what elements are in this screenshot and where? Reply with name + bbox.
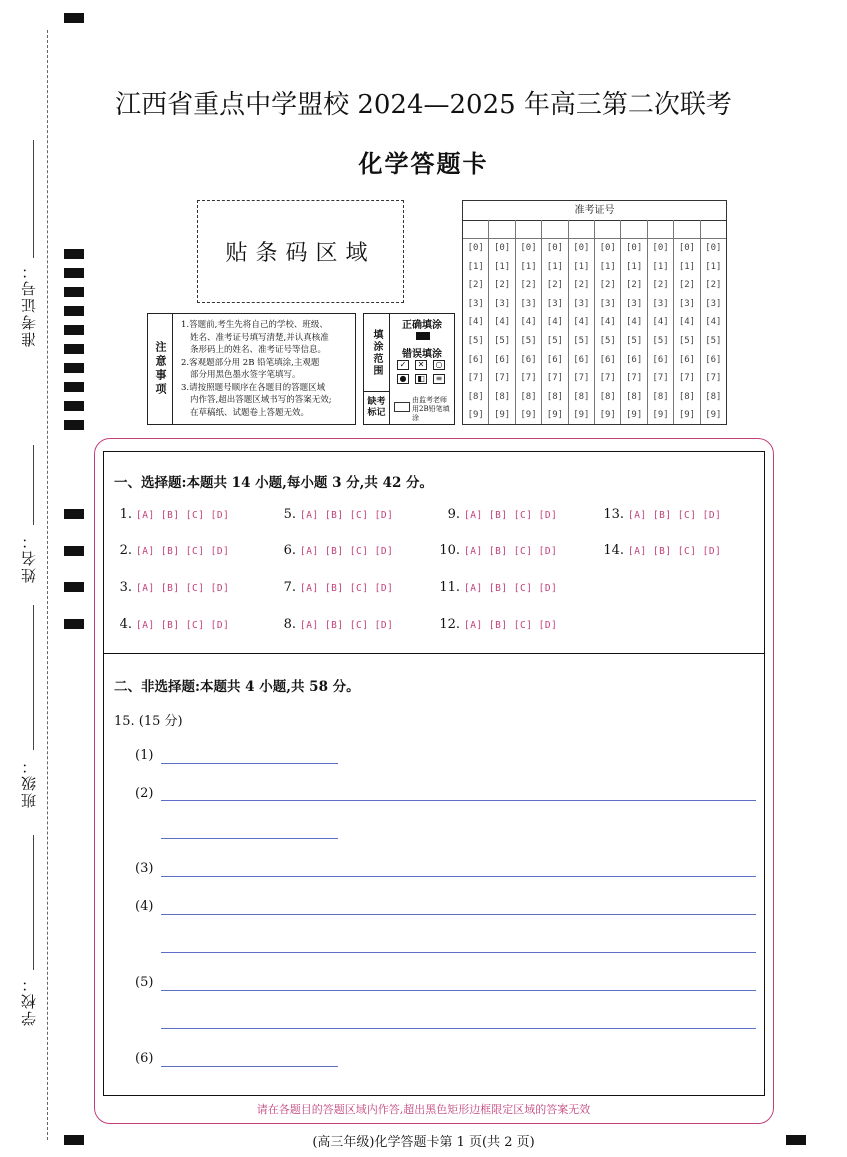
exam-id-bubble[interactable]: [2] bbox=[520, 280, 537, 291]
question-number: 8. bbox=[283, 617, 296, 632]
mcq-question-8 bbox=[272, 617, 393, 632]
timing-mark bbox=[64, 325, 84, 335]
wrong-fill-half-icon: ◧ bbox=[415, 374, 427, 384]
exam-id-bubble[interactable]: [9] bbox=[493, 410, 511, 421]
answer-bubbles[interactable]: [A] [B] [C] [D] bbox=[300, 510, 394, 521]
exam-id-bubble[interactable]: [0] bbox=[520, 243, 537, 253]
exam-id-bubble[interactable]: [9] bbox=[652, 410, 669, 421]
exam-id-bubble[interactable]: [0] bbox=[678, 243, 696, 253]
exam-id-bubble[interactable]: [9] bbox=[678, 410, 696, 421]
exam-id-bubble[interactable]: [7] bbox=[626, 373, 643, 384]
exam-id-bubble[interactable]: [0] bbox=[626, 243, 643, 253]
answer-bubbles[interactable]: [A] [B] [C] [D] bbox=[464, 620, 558, 631]
exam-id-bubble[interactable]: [7] bbox=[493, 373, 511, 384]
exam-id-bubble[interactable]: [7] bbox=[599, 373, 616, 384]
exam-id-bubble[interactable]: [9] bbox=[599, 410, 616, 421]
exam-id-write-cell[interactable] bbox=[674, 220, 699, 239]
question-number: 14. bbox=[603, 543, 624, 558]
exam-id-bubble[interactable]: [4] bbox=[599, 317, 616, 328]
exam-id-column bbox=[648, 220, 674, 424]
exam-id-bubble[interactable]: [1] bbox=[705, 261, 722, 272]
notice-line: 3.请按照题号顺序在各题目的答题区域 bbox=[181, 382, 326, 393]
absent-mark-box[interactable] bbox=[394, 402, 410, 412]
part-6-label: (6) bbox=[135, 1051, 154, 1066]
question-number: 11. bbox=[439, 580, 460, 595]
question-number: 2. bbox=[119, 543, 132, 558]
answer-bubbles[interactable]: [A] [B] [C] [D] bbox=[464, 510, 558, 521]
answer-bubbles[interactable]: [A] [B] [C] [D] bbox=[628, 510, 722, 521]
exam-id-bubble[interactable]: [1] bbox=[520, 261, 537, 272]
exam-id-bubble[interactable]: [0] bbox=[546, 243, 564, 253]
exam-id-bubble[interactable]: [1] bbox=[467, 261, 484, 272]
timing-mark bbox=[64, 382, 84, 392]
label-exam-id: 准考证号： bbox=[20, 262, 38, 347]
exam-id-bubble[interactable]: [4] bbox=[678, 317, 696, 328]
exam-id-bubble[interactable]: [6] bbox=[493, 354, 511, 365]
part-1-label: (1) bbox=[135, 748, 154, 763]
answer-line[interactable] bbox=[161, 952, 756, 953]
answer-line[interactable] bbox=[161, 914, 756, 915]
exam-id-bubble[interactable]: [7] bbox=[652, 373, 669, 384]
exam-id-bubble[interactable]: [2] bbox=[467, 280, 484, 291]
exam-id-bubble[interactable]: [5] bbox=[573, 335, 590, 346]
exam-id-bubble[interactable]: [8] bbox=[705, 391, 722, 402]
exam-id-bubble[interactable]: [5] bbox=[520, 335, 537, 346]
timing-mark bbox=[64, 306, 84, 316]
correct-fill-label: 正确填涂 bbox=[402, 320, 442, 331]
exam-id-bubble[interactable]: [9] bbox=[573, 410, 590, 421]
wrong-fill-check-icon: ✓ bbox=[397, 360, 409, 370]
notice-line: 姓名、准考证号填写清楚,并认真核准 bbox=[190, 332, 329, 343]
exam-id-write-cell[interactable] bbox=[542, 220, 567, 239]
notice-line: 1.答题前,考生先将自己的学校、班级、 bbox=[181, 320, 328, 330]
exam-id-bubble[interactable]: [8] bbox=[546, 391, 564, 402]
exam-id-bubble[interactable]: [7] bbox=[705, 373, 722, 384]
exam-id-bubble[interactable]: [0] bbox=[493, 243, 511, 253]
mcq-question-5 bbox=[272, 507, 393, 522]
timing-mark bbox=[64, 546, 84, 556]
answer-bubbles[interactable]: [A] [B] [C] [D] bbox=[464, 583, 558, 594]
question-number: 7. bbox=[283, 580, 296, 595]
exam-id-column bbox=[701, 220, 726, 424]
mcq-question-6 bbox=[272, 543, 393, 558]
label-class: 班级： bbox=[20, 757, 38, 808]
notice-line: 条形码上的姓名、准考证号等信息。 bbox=[190, 345, 327, 355]
mcq-question-12 bbox=[436, 617, 557, 632]
exam-id-bubble[interactable]: [3] bbox=[652, 298, 669, 309]
timing-mark bbox=[64, 249, 84, 259]
timing-mark bbox=[64, 509, 84, 519]
answer-bubbles[interactable]: [A] [B] [C] [D] bbox=[300, 620, 394, 631]
exam-id-bubble[interactable]: [3] bbox=[520, 298, 537, 309]
exam-id-bubble[interactable]: [0] bbox=[573, 243, 590, 253]
line-name bbox=[33, 445, 34, 525]
exam-id-bubble[interactable]: [7] bbox=[467, 373, 484, 384]
exam-id-bubble[interactable]: [0] bbox=[652, 243, 669, 253]
exam-id-grid bbox=[462, 200, 727, 425]
exam-id-write-cell[interactable] bbox=[569, 220, 594, 239]
absent-mark-note-text: 由监考老师用2B铅笔填涂 bbox=[412, 396, 450, 422]
exam-id-bubble[interactable]: [5] bbox=[705, 335, 722, 346]
exam-id-bubble[interactable]: [1] bbox=[573, 261, 590, 272]
exam-id-bubble[interactable]: [3] bbox=[626, 298, 643, 309]
exam-id-bubble[interactable]: [2] bbox=[652, 280, 669, 291]
exam-id-write-cell[interactable] bbox=[489, 220, 514, 239]
question-number: 3. bbox=[119, 580, 132, 595]
exam-id-bubble[interactable]: [0] bbox=[705, 243, 722, 253]
notice-heading: 注意事项 bbox=[148, 314, 173, 424]
exam-id-bubble[interactable]: [3] bbox=[678, 298, 696, 309]
exam-id-bubble[interactable]: [1] bbox=[652, 261, 669, 272]
exam-id-bubble[interactable]: [9] bbox=[705, 410, 722, 421]
mcq-question-13 bbox=[600, 507, 721, 522]
exam-id-bubble[interactable]: [3] bbox=[599, 298, 616, 309]
section1-heading: 一、选择题:本题共 14 小题,每小题 3 分,共 42 分。 bbox=[114, 475, 434, 491]
binding-line bbox=[47, 30, 48, 1140]
exam-id-bubble[interactable]: [3] bbox=[467, 298, 484, 309]
notice-line: 在草稿纸、试题卷上答题无效。 bbox=[190, 407, 310, 418]
wrong-fill-circle-icon: ○ bbox=[433, 360, 445, 370]
section-divider bbox=[103, 653, 765, 654]
timing-mark bbox=[64, 401, 84, 411]
exam-id-bubble[interactable]: [5] bbox=[678, 335, 696, 346]
exam-id-bubble[interactable]: [6] bbox=[599, 354, 616, 365]
question-number: 6. bbox=[283, 543, 296, 558]
answer-line[interactable] bbox=[161, 876, 756, 877]
page-title: 江西省重点中学盟校 2024—2025 年高三第二次联考 bbox=[115, 90, 732, 120]
exam-id-bubble[interactable]: [9] bbox=[626, 410, 643, 421]
question-number: 10. bbox=[439, 543, 460, 558]
fill-guide bbox=[363, 313, 455, 425]
exam-id-bubble[interactable]: [3] bbox=[705, 298, 722, 309]
answer-bubbles[interactable]: [A] [B] [C] [D] bbox=[300, 546, 394, 557]
exam-id-bubble[interactable]: [3] bbox=[546, 298, 564, 309]
timing-mark bbox=[64, 619, 84, 629]
exam-id-bubble[interactable]: [1] bbox=[493, 261, 511, 272]
line-class bbox=[33, 605, 34, 750]
exam-id-write-cell[interactable] bbox=[701, 220, 726, 239]
exam-id-bubble[interactable]: [6] bbox=[467, 354, 484, 365]
timing-mark bbox=[64, 363, 84, 373]
exam-id-bubble[interactable]: [2] bbox=[678, 280, 696, 291]
exam-id-bubble[interactable]: [8] bbox=[573, 391, 590, 402]
exam-id-bubble[interactable]: [7] bbox=[573, 373, 590, 384]
exam-id-column bbox=[569, 220, 595, 424]
part-4-label: (4) bbox=[135, 899, 154, 914]
exam-id-bubble[interactable]: [8] bbox=[493, 391, 511, 402]
answer-bubbles[interactable]: [A] [B] [C] [D] bbox=[136, 620, 230, 631]
answer-bubbles[interactable]: [A] [B] [C] [D] bbox=[136, 546, 230, 557]
notice-line: 内作答,超出答题区域书写的答案无效; bbox=[190, 395, 332, 405]
exam-id-bubble[interactable]: [8] bbox=[678, 391, 696, 402]
page-subtitle: 化学答题卡 bbox=[358, 150, 489, 178]
answer-bubbles[interactable]: [A] [B] [C] [D] bbox=[300, 583, 394, 594]
exam-id-bubble[interactable]: [4] bbox=[520, 317, 537, 328]
exam-id-bubble[interactable]: [8] bbox=[626, 391, 643, 402]
exam-id-column bbox=[674, 220, 700, 424]
exam-id-bubble[interactable]: [6] bbox=[573, 354, 590, 365]
mcq-question-14 bbox=[600, 543, 721, 558]
part-2-label: (2) bbox=[135, 786, 154, 801]
mcq-question-1 bbox=[108, 507, 229, 522]
wrong-fill-line-icon: ≡ bbox=[433, 374, 445, 384]
mcq-question-3 bbox=[108, 580, 229, 595]
answer-line[interactable] bbox=[161, 990, 756, 991]
exam-id-bubble[interactable]: [6] bbox=[652, 354, 669, 365]
answer-bubbles[interactable]: [A] [B] [C] [D] bbox=[628, 546, 722, 557]
exam-id-column bbox=[621, 220, 647, 424]
part-3-label: (3) bbox=[135, 861, 154, 876]
exam-id-column bbox=[542, 220, 568, 424]
mcq-question-4 bbox=[108, 617, 229, 632]
exam-id-bubble[interactable]: [4] bbox=[705, 317, 722, 328]
timing-mark bbox=[64, 420, 84, 430]
exam-id-bubble[interactable]: [8] bbox=[599, 391, 616, 402]
exam-id-bubble[interactable]: [5] bbox=[467, 335, 484, 346]
answer-line[interactable] bbox=[161, 763, 338, 764]
exam-id-bubble[interactable]: [6] bbox=[678, 354, 696, 365]
exam-id-bubble[interactable]: [7] bbox=[520, 373, 537, 384]
answer-line[interactable] bbox=[161, 800, 756, 801]
answer-bubbles[interactable]: [A] [B] [C] [D] bbox=[136, 583, 230, 594]
exam-id-bubble[interactable]: [6] bbox=[705, 354, 722, 365]
line-school bbox=[33, 835, 34, 970]
question-number: 4. bbox=[119, 617, 132, 632]
exam-id-bubble[interactable]: [7] bbox=[678, 373, 696, 384]
exam-id-bubble[interactable]: [5] bbox=[599, 335, 616, 346]
exam-id-write-cell[interactable] bbox=[595, 220, 620, 239]
timing-mark bbox=[64, 344, 84, 354]
answer-line[interactable] bbox=[161, 1028, 756, 1029]
mcq-question-10 bbox=[436, 543, 557, 558]
exam-id-bubble[interactable]: [9] bbox=[546, 410, 564, 421]
question-number: 13. bbox=[603, 507, 624, 522]
exam-id-bubble[interactable]: [6] bbox=[626, 354, 643, 365]
exam-id-bubble[interactable]: [4] bbox=[652, 317, 669, 328]
exam-id-bubble[interactable]: [7] bbox=[546, 373, 564, 384]
exam-id-bubble[interactable]: [9] bbox=[467, 410, 484, 421]
mcq-question-11 bbox=[436, 580, 557, 595]
wrong-fill-label: 错误填涂 bbox=[402, 349, 442, 360]
exam-id-bubble[interactable]: [2] bbox=[546, 280, 564, 291]
question-15-label: 15. (15 分) bbox=[114, 714, 183, 729]
timing-mark bbox=[64, 268, 84, 278]
question-number: 5. bbox=[283, 507, 296, 522]
exam-id-bubble[interactable]: [6] bbox=[546, 354, 564, 365]
exam-id-write-cell[interactable] bbox=[648, 220, 673, 239]
exam-id-bubble[interactable]: [2] bbox=[705, 280, 722, 291]
answer-line[interactable] bbox=[161, 838, 338, 839]
exam-id-column bbox=[595, 220, 621, 424]
exam-id-bubble[interactable]: [3] bbox=[493, 298, 511, 309]
corner-mark-top-left bbox=[64, 13, 84, 23]
exam-id-bubble[interactable]: [2] bbox=[626, 280, 643, 291]
exam-id-bubble[interactable]: [4] bbox=[626, 317, 643, 328]
exam-id-bubble[interactable]: [4] bbox=[546, 317, 564, 328]
answer-bubbles[interactable]: [A] [B] [C] [D] bbox=[136, 510, 230, 521]
question-number: 12. bbox=[439, 617, 460, 632]
exam-id-bubble[interactable]: [2] bbox=[573, 280, 590, 291]
mcq-question-2 bbox=[108, 543, 229, 558]
exam-id-bubble[interactable]: [5] bbox=[493, 335, 511, 346]
exam-id-bubble[interactable]: [1] bbox=[546, 261, 564, 272]
question-number: 9. bbox=[447, 507, 460, 522]
exam-id-bubble[interactable]: [0] bbox=[599, 243, 616, 253]
notice-line: 2.客观题部分用 2B 铅笔填涂,主观题 bbox=[181, 357, 320, 368]
exam-id-bubble[interactable]: [2] bbox=[493, 280, 511, 291]
exam-id-bubble[interactable]: [5] bbox=[626, 335, 643, 346]
timing-mark bbox=[64, 582, 84, 592]
exam-id-bubble[interactable]: [1] bbox=[599, 261, 616, 272]
exam-id-columns bbox=[463, 220, 726, 424]
notice-box bbox=[147, 313, 356, 425]
mcq-question-7 bbox=[272, 580, 393, 595]
exam-id-column bbox=[516, 220, 542, 424]
absent-mark-label: 缺考标记 bbox=[364, 392, 390, 425]
exam-id-bubble[interactable]: [2] bbox=[599, 280, 616, 291]
exam-id-bubble[interactable]: [0] bbox=[467, 243, 484, 253]
part-5-label: (5) bbox=[135, 975, 154, 990]
exam-id-bubble[interactable]: [3] bbox=[573, 298, 590, 309]
page-footer: (高三年级)化学答题卡第 1 页(共 2 页) bbox=[312, 1135, 535, 1150]
exam-id-bubble[interactable]: [8] bbox=[652, 391, 669, 402]
correct-fill-sample bbox=[416, 332, 430, 340]
exam-id-write-cell[interactable] bbox=[516, 220, 541, 239]
wrong-fill-cross-icon: ✕ bbox=[415, 360, 427, 370]
notice-line: 部分用黑色墨水签字笔填写。 bbox=[190, 370, 301, 380]
exam-id-bubble[interactable]: [1] bbox=[678, 261, 696, 272]
boundary-warning: 请在各题目的答题区域内作答,超出黑色矩形边框限定区域的答案无效 bbox=[256, 1103, 591, 1116]
exam-id-bubble[interactable]: [4] bbox=[493, 317, 511, 328]
exam-id-bubble[interactable]: [8] bbox=[520, 391, 537, 402]
notice-body bbox=[173, 314, 355, 424]
fill-range-label: 填涂范围 bbox=[364, 314, 390, 392]
exam-id-bubble[interactable]: [8] bbox=[467, 391, 484, 402]
exam-id-header: 准考证号 bbox=[463, 201, 726, 221]
section2-heading: 二、非选择题:本题共 4 小题,共 58 分。 bbox=[114, 679, 360, 695]
exam-id-bubble[interactable]: [5] bbox=[652, 335, 669, 346]
exam-id-column bbox=[489, 220, 515, 424]
exam-id-bubble[interactable]: [6] bbox=[520, 354, 537, 365]
exam-id-bubble[interactable]: [1] bbox=[626, 261, 643, 272]
label-name: 姓名： bbox=[20, 532, 38, 583]
label-school: 学校： bbox=[20, 975, 38, 1026]
exam-id-column bbox=[463, 220, 489, 424]
wrong-fill-dot-icon: ● bbox=[397, 374, 409, 384]
question-number: 1. bbox=[119, 507, 132, 522]
timing-mark bbox=[64, 287, 84, 297]
answer-line[interactable] bbox=[161, 1066, 338, 1067]
exam-id-bubble[interactable]: [9] bbox=[520, 410, 537, 421]
answer-bubbles[interactable]: [A] [B] [C] [D] bbox=[464, 546, 558, 557]
barcode-area: 贴条码区域 bbox=[197, 200, 404, 303]
exam-id-write-cell[interactable] bbox=[463, 220, 488, 239]
exam-id-bubble[interactable]: [5] bbox=[546, 335, 564, 346]
exam-id-bubble[interactable]: [4] bbox=[467, 317, 484, 328]
exam-id-bubble[interactable]: [4] bbox=[573, 317, 590, 328]
mcq-question-9 bbox=[436, 507, 557, 522]
exam-id-write-cell[interactable] bbox=[621, 220, 646, 239]
